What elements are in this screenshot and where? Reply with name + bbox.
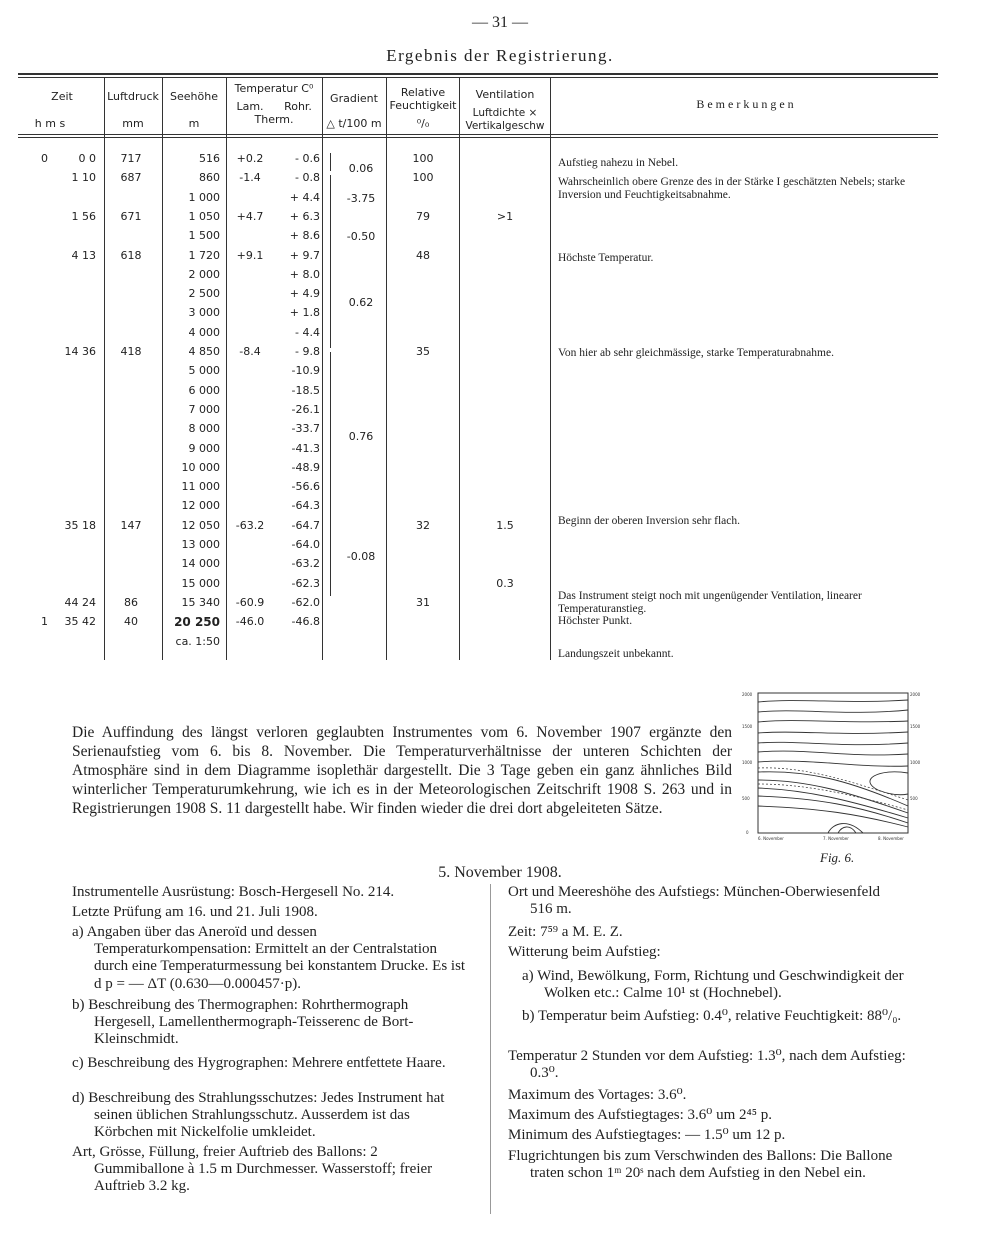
- table-cell-rohr: -64.3: [291, 499, 320, 513]
- table-cell-hoehe: 4 850: [188, 345, 220, 358]
- table-cell-h: 0: [41, 152, 48, 165]
- table-cell-hoehe: 516: [199, 152, 220, 165]
- table-cell-hoehe: 2 000: [188, 267, 220, 281]
- fig-left-tick: 0: [746, 830, 749, 835]
- table-cell-druck: 86: [124, 595, 138, 609]
- min-tag-text: Minimum des Aufstiegtages: — 1.5⁰ um 12 p.: [508, 1127, 786, 1143]
- gradient-value: -3.75: [346, 192, 376, 205]
- table-cell-hoehe: 4 000: [188, 325, 220, 339]
- table-cell-hoehe: 15 340: [181, 595, 220, 609]
- table-cell-lam: -60.9: [235, 595, 265, 609]
- item-d: d) Beschreibung des Strahlungsschutzes: Jedes Instrument hat seinen üblichen Strahlungsschutz. Ausserdem ist das Körbchen mit Nickelfolie umkleidet.: [72, 1090, 445, 1140]
- witterung-a: a) Wind, Bewölkung, Form, Richtung und Geschwindigkeit der Wolken etc.: Calme 10¹ st (Hochnebel).: [522, 968, 904, 1001]
- fig-left-tick: 1000: [742, 760, 753, 765]
- gradient-brace: [330, 256, 331, 348]
- table-cell-rohr: -64.7: [291, 518, 320, 532]
- header-seehoehe-unit: m: [188, 117, 200, 130]
- remark: Das Instrument steigt noch mit ungenügender Ventilation, linearer Temperaturanstieg.: [558, 590, 862, 615]
- table-cell-hoehe: 1 720: [188, 248, 220, 262]
- fig-right-tick: 1000: [910, 760, 921, 765]
- table-cell-hoehe: 7 000: [188, 402, 220, 416]
- header-lam: Lam.: [236, 100, 264, 113]
- col-sep: [459, 78, 460, 660]
- remark: Wahrscheinlich obere Grenze des in der Stärke I geschätzten Nebels; starke Inversion und Feuchtigkeitsabnahme.: [558, 176, 906, 201]
- remark: Landungszeit unbekannt.: [558, 648, 674, 660]
- table-cell-ms: 44 24: [64, 595, 96, 609]
- fig-x-label: 7. November: [823, 836, 849, 841]
- table-cell-hoehe: 15 000: [181, 576, 220, 590]
- gradient-brace: [330, 518, 331, 596]
- gradient-value: -0.50: [346, 230, 376, 243]
- header-feuchtigkeit-unit: ⁰/₀: [416, 117, 430, 130]
- table-cell-rohr: + 4.9: [289, 287, 320, 301]
- table-cell-ms: 1 10: [71, 171, 96, 185]
- table-cell-druck: 671: [120, 209, 142, 223]
- table-cell-hoehe: 12 000: [181, 499, 220, 513]
- table-cell-rohr: -41.3: [291, 441, 320, 455]
- col-sep: [386, 78, 387, 660]
- table-top-rule-thin: [18, 77, 938, 78]
- gradient-value: -0.08: [346, 550, 376, 563]
- table-cell-rohr: -62.0: [291, 595, 320, 609]
- table-header-rule: [18, 134, 938, 135]
- remark: Höchster Punkt.: [558, 615, 633, 627]
- table-cell-vent: >1: [496, 209, 514, 223]
- header-ventilation-sub: Luftdichte × Vertikalgeschw: [465, 107, 545, 132]
- table-cell-hoehe: 12 050: [181, 518, 220, 532]
- fig-left-tick: 1500: [742, 724, 753, 729]
- pruefung-text: Letzte Prüfung am 16. und 21. Juli 1908.: [72, 904, 318, 920]
- body-paragraph: Die Auffindung des längst verloren geglaubten Instrumentes vom 6. November 1907 ergänzte den Serienaufstieg vom 6. bis 8. November. Die Temperaturverhältnisse der unteren Schichten der Atmosphäre sind in dem Diagramme isoplethär dargestellt. Die 3 Tage geben ein ganz ähnliches Bild winterlicher Temperaturumkehrung, wie ich es in der Meteorologischen Zeitschrift 1908 S. 263 und in Registrierungen 1908 S. 11 dargestellt habe. Wir finden wieder die drei dort abgeleiteten Sätze.: [72, 724, 732, 817]
- table-cell-rohr: + 9.7: [289, 248, 320, 262]
- remark: Beginn der oberen Inversion sehr flach.: [558, 515, 741, 527]
- header-seehoehe: Seehöhe: [170, 90, 218, 103]
- column-divider: [490, 884, 491, 1214]
- fig-x-label: 6. November: [758, 836, 784, 841]
- header-gradient: Gradient: [330, 92, 378, 105]
- witterung-b: b) Temperatur beim Aufstieg: 0.4⁰, relative Feuchtigkeit: 88⁰/₀.: [522, 1008, 902, 1024]
- max-tag-text: Maximum des Aufstiegtages: 3.6⁰ um 2⁴⁵ p.: [508, 1107, 772, 1123]
- header-rohr: Rohr.: [284, 100, 312, 113]
- table-cell-ms: 0 0: [78, 152, 96, 165]
- table-cell-rohr: -56.6: [291, 480, 320, 494]
- header-therm: Therm.: [254, 113, 294, 126]
- table-cell-rohr: + 8.6: [289, 229, 320, 243]
- table-cell-lam: +4.7: [236, 209, 264, 223]
- art-text: Art, Grösse, Füllung, freier Auftrieb des Ballons: 2 Gummiballone à 1.5 m Durchmesser. Wasserstoff; freier Auftrieb 3.2 kg.: [72, 1144, 433, 1194]
- table-cell-hoehe: 3 000: [188, 306, 220, 320]
- ort-text: Ort und Meereshöhe des Aufstiegs: München-Oberwiesenfeld 516 m.: [508, 884, 880, 917]
- table-cell-hoehe: 1 500: [188, 229, 220, 243]
- table-cell-druck: 40: [124, 615, 138, 629]
- table-cell-lam: +0.2: [236, 152, 264, 165]
- isopleth-figure: [738, 688, 921, 843]
- fig-right-tick: 1500: [910, 724, 921, 729]
- table-cell-lam: +9.1: [236, 248, 264, 262]
- table-cell-ms: 4 13: [71, 248, 96, 262]
- col-sep: [104, 78, 105, 660]
- gradient-value: 0.76: [348, 430, 374, 443]
- table-cell-lam: -46.0: [235, 615, 265, 629]
- col-sep: [226, 78, 227, 660]
- gradient-brace: [330, 214, 331, 258]
- gradient-brace: [330, 352, 331, 520]
- table-cell-h: 1: [41, 615, 48, 629]
- gradient-brace: [330, 175, 331, 219]
- table-cell-druck: 618: [120, 248, 142, 262]
- table-cell-vent: 1.5: [496, 518, 514, 532]
- table-cell-hoehe: 860: [199, 171, 220, 185]
- table-cell-rohr: -33.7: [291, 422, 320, 436]
- figure-caption: Fig. 6.: [820, 850, 855, 865]
- table-cell-hoehe: 20 250: [174, 615, 220, 630]
- header-feuchtigkeit: Relative Feuchtigkeit: [389, 86, 457, 112]
- table-cell-hoehe: 6 000: [188, 383, 220, 397]
- table-cell-lam: -63.2: [235, 518, 265, 532]
- gradient-brace: [330, 153, 331, 171]
- header-gradient-unit: △ t/100 m: [326, 117, 382, 130]
- table-cell-rohr: + 8.0: [289, 267, 320, 281]
- remark: Höchste Temperatur.: [558, 252, 654, 264]
- table-cell-lam: -1.4: [239, 171, 261, 185]
- table-cell-rohr: - 9.8: [295, 345, 320, 358]
- header-ventilation: Ventilation: [475, 88, 535, 101]
- flug-text: Flugrichtungen bis zum Verschwinden des Ballons: Die Ballone traten schon 1ᵐ 20ˢ nach dem Aufstieg in den Nebel ein.: [508, 1148, 893, 1181]
- fig-left-tick: 500: [742, 796, 750, 801]
- table-cell-rohr: -62.3: [291, 576, 320, 590]
- table-cell-rohr: + 6.3: [289, 209, 320, 223]
- col-sep: [550, 78, 551, 660]
- table-cell-rohr: - 0.8: [295, 171, 320, 185]
- formula: d p = — ΔT (0.630—0.000457·p).: [94, 976, 301, 992]
- table-cell-ms: 14 36: [64, 345, 96, 358]
- table-cell-feucht: 100: [412, 152, 434, 165]
- ausruestung-text: Instrumentelle Ausrüstung: Bosch-Hergesell No. 214.: [72, 884, 395, 900]
- table-cell-lam: -8.4: [239, 345, 261, 358]
- table-cell-vent: 0.3: [496, 576, 514, 590]
- table-header-rule-2: [18, 137, 938, 138]
- table-cell-rohr: + 1.8: [289, 306, 320, 320]
- fig-right-tick: 500: [910, 796, 918, 801]
- table-cell-druck: 418: [120, 345, 142, 358]
- fig-x-label: 8. November: [878, 836, 904, 841]
- table-cell-hoehe: 1 000: [188, 190, 220, 204]
- table-top-rule: [18, 73, 938, 75]
- page-title: Ergebnis der Registrierung.: [386, 46, 614, 65]
- gradient-value: 0.62: [348, 296, 374, 309]
- table-cell-hoehe: 2 500: [188, 287, 220, 301]
- item-b: b) Beschreibung des Thermographen: Rohrthermograph Hergesell, Lamellenthermograph-Teisserenc de Bort-Kleinschmidt.: [72, 997, 414, 1047]
- table-cell-rohr: -26.1: [291, 402, 320, 416]
- header-zeit-units: h m s: [34, 117, 66, 130]
- table-cell-hoehe: 1 050: [188, 209, 220, 223]
- max-vortag-text: Maximum des Vortages: 3.6⁰.: [508, 1087, 687, 1103]
- table-cell-rohr: -10.9: [291, 364, 320, 378]
- table-cell-feucht: 32: [416, 518, 430, 532]
- table-cell-hoehe: 14 000: [181, 557, 220, 571]
- table-cell-rohr: - 0.6: [295, 152, 320, 165]
- table-cell-rohr: + 4.4: [289, 190, 320, 204]
- table-cell-hoehe: 11 000: [181, 480, 220, 494]
- header-zeit: Zeit: [51, 90, 73, 103]
- header-luftdruck: Luftdruck: [107, 90, 159, 103]
- fig-right-tick: 2000: [910, 692, 921, 697]
- header-temperatur: Temperatur C⁰: [234, 82, 314, 95]
- zeit-text: Zeit: 7⁵⁹ a M. E. Z.: [508, 924, 623, 940]
- table-cell-hoehe: 13 000: [181, 538, 220, 551]
- table-cell-rohr: -64.0: [291, 538, 320, 551]
- item-c: c) Beschreibung des Hygrographen: Mehrere entfettete Haare.: [72, 1055, 446, 1071]
- table-cell-hoehe: 5 000: [188, 364, 220, 378]
- table-cell-feucht: 79: [416, 209, 430, 223]
- remark: Von hier ab sehr gleichmässige, starke Temperaturabnahme.: [558, 347, 834, 359]
- table-cell-hoehe: 10 000: [181, 460, 220, 474]
- page-number: — 31 —: [472, 14, 528, 31]
- item-a: a) Angaben über das Aneroïd und dessen Temperaturkompensation: Ermittelt an der Centralstation durch eine Temperaturmessung bei konstantem Drucke. Es ist: [72, 924, 466, 974]
- table-cell-feucht: 48: [416, 248, 430, 262]
- table-cell-rohr: -63.2: [291, 557, 320, 571]
- table-cell-rohr: -18.5: [291, 383, 320, 397]
- table-cell-feucht: 31: [416, 595, 430, 609]
- temp2-text: Temperatur 2 Stunden vor dem Aufstieg: 1.3⁰, nach dem Aufstieg: 0.3⁰.: [508, 1048, 906, 1081]
- table-cell-druck: 717: [120, 152, 142, 165]
- table-cell-hoehe: ca. 1:50: [175, 634, 220, 648]
- table-cell-feucht: 35: [416, 345, 430, 358]
- table-cell-druck: 687: [120, 171, 142, 185]
- header-bemerkungen: B e m e r k u n g e n: [696, 97, 794, 111]
- header-luftdruck-unit: mm: [122, 117, 144, 130]
- witterung-text: Witterung beim Aufstieg:: [508, 944, 661, 960]
- table-cell-hoehe: 8 000: [188, 422, 220, 436]
- table-cell-rohr: -48.9: [291, 460, 320, 474]
- gradient-value: 0.06: [348, 162, 374, 175]
- table-cell-ms: 35 42: [64, 615, 96, 629]
- table-cell-rohr: -46.8: [291, 615, 320, 629]
- table-cell-druck: 147: [120, 518, 142, 532]
- table-cell-hoehe: 9 000: [188, 441, 220, 455]
- table-cell-feucht: 100: [412, 171, 434, 185]
- table-cell-ms: 35 18: [64, 518, 96, 532]
- fig-left-tick: 2000: [742, 692, 753, 697]
- col-sep: [322, 78, 323, 660]
- section-date: 5. November 1908.: [438, 864, 562, 881]
- remark: Aufstieg nahezu in Nebel.: [558, 157, 679, 169]
- table-cell-rohr: - 4.4: [295, 325, 320, 339]
- table-cell-ms: 1 56: [71, 209, 96, 223]
